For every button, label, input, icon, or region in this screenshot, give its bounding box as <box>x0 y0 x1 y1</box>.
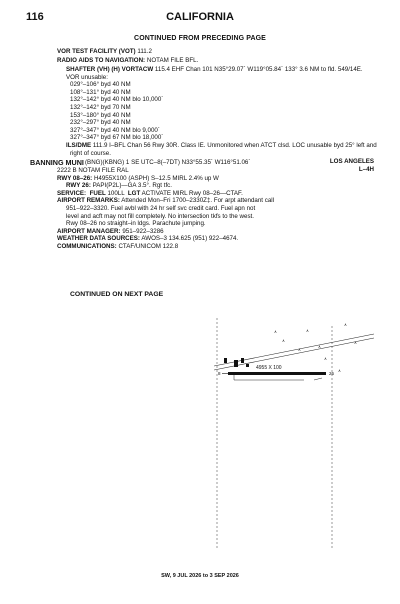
runway <box>222 372 326 375</box>
airport-diagram <box>214 318 374 550</box>
comms-value: CTAF/UNICOM 122.8 <box>118 242 179 250</box>
fuel-value: 100LL <box>107 189 125 197</box>
fuel-label: FUEL <box>89 189 106 197</box>
lgt-value: ACTIVATE MIRL Rwy 08–26—CTAF. <box>141 189 243 197</box>
runway26-line <box>57 182 274 190</box>
svg-text:∧: ∧ <box>324 356 327 361</box>
page-number: 116 <box>26 11 44 23</box>
ils-line2: right of course. <box>70 149 111 157</box>
runway-label: RWY 08–26: <box>57 174 93 182</box>
runway26-label: RWY 26: <box>66 182 91 190</box>
buildings <box>224 358 249 367</box>
runway26-value: PAPI(P2L)—GA 3.5°. Rgt tfc. <box>92 182 172 190</box>
manager-value: 951–922–3286 <box>122 227 164 235</box>
weather-label: WEATHER DATA SOURCES: <box>57 235 140 243</box>
state-title: CALIFORNIA <box>166 11 234 23</box>
diagram-frame <box>217 318 332 550</box>
svg-text:∧: ∧ <box>354 340 357 345</box>
shafter-line <box>57 66 377 74</box>
weather-line <box>57 235 274 243</box>
airport-ident-line: (BNG)(KBNG) 1 SE UTC–8(–7DT) N33°55.35´ W116°51.06´ <box>85 159 251 166</box>
vor-test-label: VOR TEST FACILITY (VOT) <box>57 48 136 55</box>
vor-unusable-item: 232°–297° byd 40 NM <box>70 119 131 127</box>
vor-unusable-item: 029°–106° byd 40 NM <box>70 81 131 89</box>
remarks-label: AIRPORT REMARKS: <box>57 197 120 205</box>
remarks-text: level and acft may not fill completely. No intersection tkfs to the west. <box>66 212 254 220</box>
vor-unusable-item: 327°–347° byd 67 NM blo 18,000´ <box>70 134 164 142</box>
vor-unusable-item: 132°–142° byd 70 NM <box>70 103 131 111</box>
elevation-line: 2222 B NOTAM FILE RAL <box>57 167 129 174</box>
page-footer: SW, 9 JUL 2026 to 3 SEP 2026 <box>161 573 239 579</box>
comms-line <box>57 243 274 251</box>
vor-unusable-item: 153°–180° byd 40 NM <box>70 111 131 119</box>
remarks-text: Attended Mon–Fri 1700–2330Z‡. For arpt attendant call <box>121 197 275 205</box>
runway-value: H4955X100 (ASPH) S–12.5 MIRL 2.4% up W <box>93 174 219 182</box>
radio-aids-label: RADIO AIDS TO NAVIGATION: <box>57 57 146 64</box>
runway-dimensions-label: 4955 X 100 <box>256 365 282 371</box>
ils-line <box>57 142 377 150</box>
taxi-lines <box>234 375 322 380</box>
comms-label: COMMUNICATIONS: <box>57 242 117 250</box>
vor-test-value: 111.2 <box>137 48 152 55</box>
obstruction-marks <box>274 322 357 373</box>
svg-text:∧: ∧ <box>282 338 285 343</box>
vor-unusable-label: VOR unusable: <box>66 73 108 81</box>
service-label: SERVICE: <box>57 189 87 197</box>
svg-text:∧: ∧ <box>338 368 341 373</box>
airport-region: LOS ANGELES <box>329 158 374 165</box>
vor-unusable-item: 327°–347° byd 40 NM blo 9,000´ <box>70 126 160 134</box>
radio-aids-value: NOTAM FILE BFL. <box>146 57 199 64</box>
remarks-text: Rwy 08–26 no straight–in ldgs. Parachute jumping. <box>66 220 206 228</box>
ils-label: ILS/DME <box>66 141 92 149</box>
manager-line <box>57 228 274 236</box>
vor-test-line <box>57 48 152 56</box>
continued-next-label: CONTINUED ON NEXT PAGE <box>70 291 164 298</box>
manager-label: AIRPORT MANAGER: <box>57 227 121 235</box>
svg-text:∧: ∧ <box>274 329 277 334</box>
airport-body <box>57 167 274 251</box>
airport-name: BANNING MUNI <box>30 158 84 167</box>
remarks-line <box>57 197 274 205</box>
chart-ref: L–4H <box>358 166 374 173</box>
weather-value: AWOS–3 134.625 (951) 922–4674. <box>141 235 239 243</box>
vor-unusable-item: 108°–131° byd 40 NM <box>70 88 131 96</box>
vor-unusable-item: 132°–142° byd 40 NM blo 10,000´ <box>70 96 164 104</box>
shafter-line1: 115.4 EHF Chan 101 N35°29.07´ W119°05.84´ 133° 3.6 NM to fld. 549/14E. <box>154 66 363 73</box>
svg-text:∧: ∧ <box>306 328 309 333</box>
ils-line1: 111.9 I–BFL Chan 56 Rwy 30R. Class IE. Unmonitored when ATCT clsd. LOC unusable byd 25° left and <box>92 141 377 149</box>
lgt-label: LGT <box>127 189 141 197</box>
runway-end-26: 26 <box>329 371 335 376</box>
shafter-block <box>57 66 377 157</box>
svg-text:∧: ∧ <box>298 347 301 352</box>
radio-aids-line <box>57 57 198 65</box>
shafter-label: SHAFTER (VH) (H) VORTACW <box>66 66 154 73</box>
remarks-text: 951–922–3320. Fuel avbl with 24 hr self svc credit card. Fuel apn not <box>66 204 256 212</box>
runway-line <box>57 175 274 183</box>
continued-from-label: CONTINUED FROM PRECEDING PAGE <box>134 35 266 42</box>
svg-text:∧: ∧ <box>318 344 321 349</box>
service-line <box>57 190 274 198</box>
svg-text:∧: ∧ <box>344 322 347 327</box>
runway-end-8: 8 <box>218 371 221 376</box>
